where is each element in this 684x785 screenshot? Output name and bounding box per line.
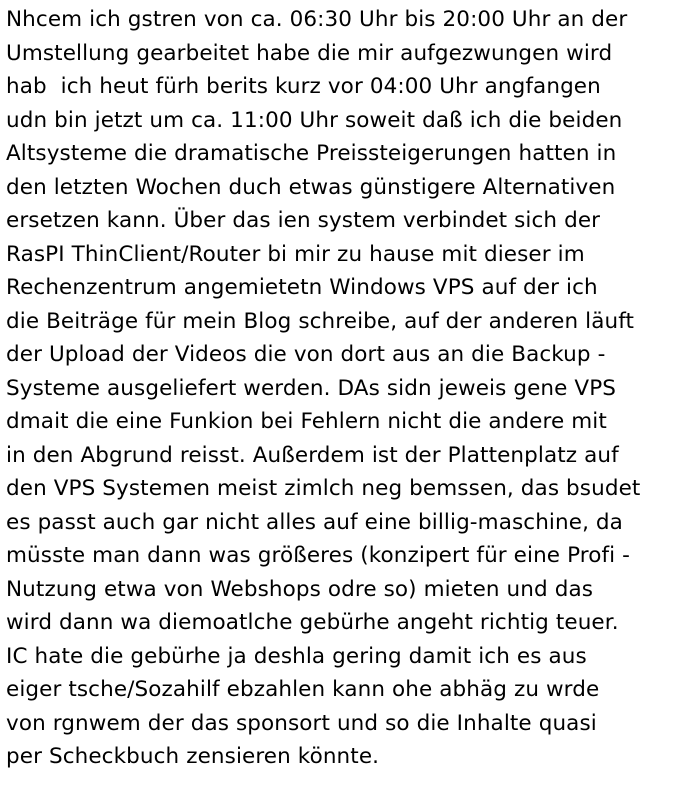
text-line: den VPS Systemen meist zimlch neg bemssen, das bsudet xyxy=(6,476,641,501)
text-line: eiger tsche/Sozahilf ebzahlen kann ohe abhäg zu wrde xyxy=(6,677,600,702)
text-line: Umstellung gearbeitet habe die mir aufgezwungen wird xyxy=(6,40,613,66)
text-line: Nhcem ich gstren von ca. 06:30 Uhr bis 20:00 Uhr an der xyxy=(6,7,628,32)
text-line: Nutzung etwa von Webshops odre so) mieten und das xyxy=(6,576,594,602)
text-line: von rgnwem der das sponsort und so die Inhalte quasi xyxy=(6,710,597,736)
text-line: Altsysteme die dramatische Preissteigerungen hatten in xyxy=(6,141,617,166)
text-line: wird dann wa diemoatlche gebürhe angeht richtig teuer. xyxy=(6,610,619,635)
text-line: der Upload der Videos die von dort aus an die Backup - xyxy=(6,342,606,367)
document-text xyxy=(6,3,682,774)
text-line: den letzten Wochen duch etwas günstigere Alternativen xyxy=(6,174,616,200)
text-line: RasPI ThinClient/Router bi mir zu hause mit dieser im xyxy=(6,241,585,267)
text-line: Rechenzentrum angemietetn Windows VPS auf der ich xyxy=(6,275,598,300)
text-line: Systeme ausgeliefert werden. DAs sidn jeweis gene VPS xyxy=(6,375,617,401)
text-line: IC hate die gebürhe ja deshla gering damit ich es aus xyxy=(6,643,587,669)
text-line: dmait die eine Funkion bei Fehlern nicht die andere mit xyxy=(6,409,607,434)
text-line: müsste man dann was größeres (konzipert für eine Profi - xyxy=(6,543,631,568)
text-line: udn bin jetzt um ca. 11:00 Uhr soweit daß ich die beiden xyxy=(6,107,623,133)
text-line: in den Abgrund reisst. Außerdem ist der Plattenplatz auf xyxy=(6,442,619,468)
text-line: hab ich heut fürh berits kurz vor 04:00 Uhr angfangen xyxy=(6,74,601,99)
text-line: die Beiträge für mein Blog schreibe, auf der anderen läuft xyxy=(6,308,635,334)
text-line: ersetzen kann. Über das ien system verbindet sich der xyxy=(6,208,601,233)
text-line: per Scheckbuch zensieren könnte. xyxy=(6,744,380,769)
text-line: es passt auch gar nicht alles auf eine billig-maschine, da xyxy=(6,509,623,535)
